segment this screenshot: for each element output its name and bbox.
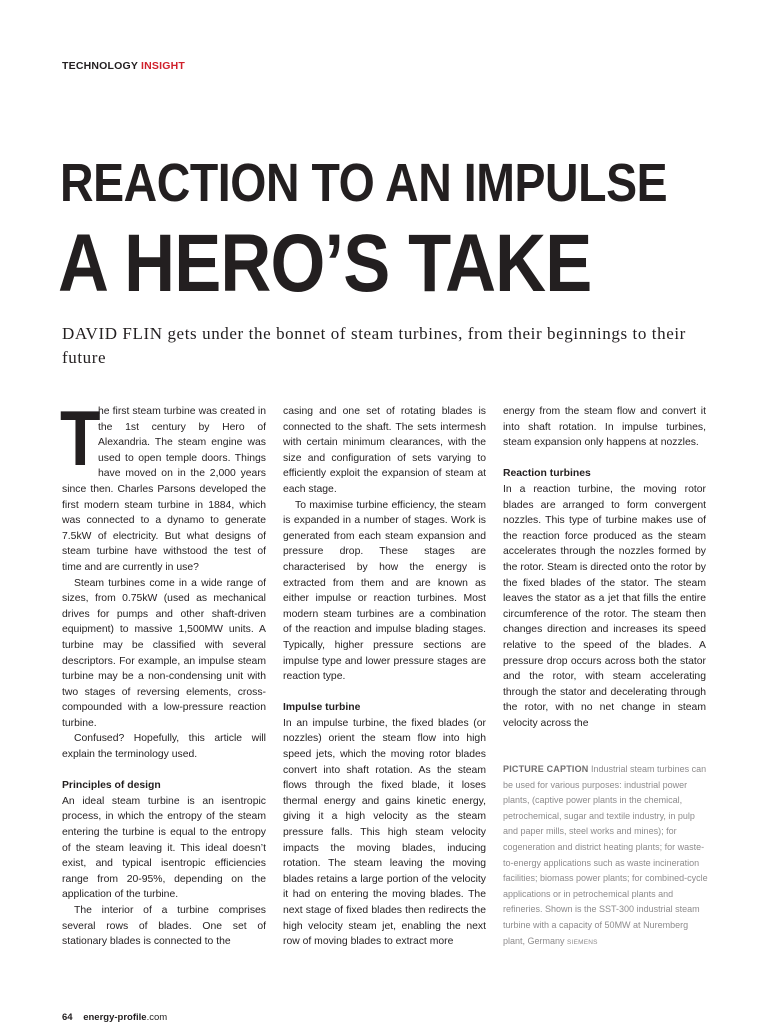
article-column-1	[60, 394, 266, 950]
caption-text: Industrial steam turbines can be used for various purposes: industrial power plants, (captive power plants in the chemical, petrochemical, sugar and textile industry, in pulp and paper mills, steel works and mines); for cogeneration and district heating plants; for waste-to-energy applications such as waste incineration facilities; biomass power plants; for combined-cycle applications or in petrochemical plants and refineries. Shown is the SST-300 industrial steam turbine with a capacity of 50MW at Nuremberg plant, Germany	[503, 764, 708, 946]
paragraph: he first steam turbine was created in the 1st century by Hero of Alexandria. The steam engine was used to open temple doors. Things have moved on in the 2,000 years since then. Charles Parsons developed the first modern steam turbine in 1884, which was connected to a dynamo to generate 7.5kW of electricity. But what designs of steam turbine have withstood the test of time and are currently in use?	[62, 406, 266, 573]
kicker-accent: INSIGHT	[141, 60, 186, 72]
paragraph: In a reaction turbine, the moving rotor blades are arranged to form convergent nozzles. This type of turbine makes use of the reaction force produced as the steam accelerates through the nozzles formed by the rotor. Steam is directed onto the rotor by the fixed blades of the stator. The steam leaves the stator as a jet that fills the entire circumference of the rotor. The steam then changes direction and increases its speed relative to the speed of the blades. A pressure drop occurs across both the stator and the rotor, with steam accelerating through the stator and decelerating through the rotor, with no net change in steam velocity across the	[503, 483, 706, 729]
paragraph: energy from the steam flow and convert it into shaft rotation. In impulse turbines, steam expansion only happens at nozzles.	[503, 406, 706, 449]
article-column-3	[503, 404, 706, 731]
subheading-principles: Principles of design	[62, 780, 161, 792]
site-name: energy-profile	[83, 1012, 147, 1023]
article-column-2	[283, 404, 486, 950]
paragraph: Steam turbines come in a wide range of sizes, from 0.75kW (used as mechanical drives for pumps and other shaft-driven equipment) to massive 1,500MW units. A turbine may be classified with several descriptors. For example, an impulse steam turbine may be a non-condensing unit with two stages of reversing elements, cross-compounded with a low-pressure reaction turbine.	[62, 577, 266, 729]
subheading-reaction-turbines: Reaction turbines	[503, 468, 591, 480]
site-url[interactable]	[83, 1012, 167, 1023]
site-tld: .com	[146, 1012, 168, 1023]
page-footer	[62, 1012, 167, 1023]
paragraph: The interior of a turbine comprises several rows of blades. One set of stationary blades is connected to the	[62, 905, 266, 948]
paragraph: In an impulse turbine, the fixed blades (or nozzles) orient the steam flow into high speed jets, which the moving rotor blades convert into shaft rotation. As the steam flows through the fixed blade, it loses thermal energy and gains kinetic energy, giving it a high velocity as the steam pressure falls. This high steam velocity impacts the moving blades, inducing rotation. The steam leaving the moving blades retains a large portion of the velocity it had on entering the moving blades. The next stage of fixed blades then redirects the high velocity steam jet, enabling the next row of moving blades to extract more	[283, 717, 486, 948]
standfirst: DAVID FLIN gets under the bonnet of steam turbines, from their beginnings to their future	[62, 324, 686, 367]
drop-cap: T	[60, 394, 101, 482]
picture-caption	[503, 762, 708, 950]
paragraph: casing and one set of rotating blades is connected to the shaft. The sets intermesh with certain minimum clearances, with the size and configuration of sets varying to efficiently exploit the expansion of steam at each stage.	[283, 406, 486, 495]
subheading-impulse-turbine: Impulse turbine	[283, 702, 361, 714]
kicker-main: TECHNOLOGY	[62, 60, 138, 72]
section-kicker	[62, 60, 185, 72]
caption-label: PICTURE CAPTION	[503, 764, 589, 774]
headline-line-1: REACTION TO AN IMPULSE	[60, 153, 668, 213]
paragraph: To maximise turbine efficiency, the steam is expanded in a number of stages. Work is generated from each steam expansion and pressure drop. These stages are characterised by how the energy is extracted from them and are known as either impulse or reaction turbines. Most modern steam turbines are a combination of the reaction and impulse blading stages. Typically, higher pressure sections are impulse type and lower pressure stages are reaction type.	[283, 499, 486, 683]
paragraph: Confused? Hopefully, this article will explain the terminology used.	[62, 733, 266, 761]
headline-line-2: A HERO’S TAKE	[58, 218, 592, 309]
page-number: 64	[62, 1012, 73, 1023]
caption-credit: SIEMENS	[567, 938, 598, 946]
paragraph: An ideal steam turbine is an isentropic process, in which the entropy of the steam entering the turbine is equal to the entropy of the steam leaving it. This ideal doesn’t exist, and typical isentropic efficiencies range from 20-95%, depending on the application of the turbine.	[62, 795, 266, 901]
